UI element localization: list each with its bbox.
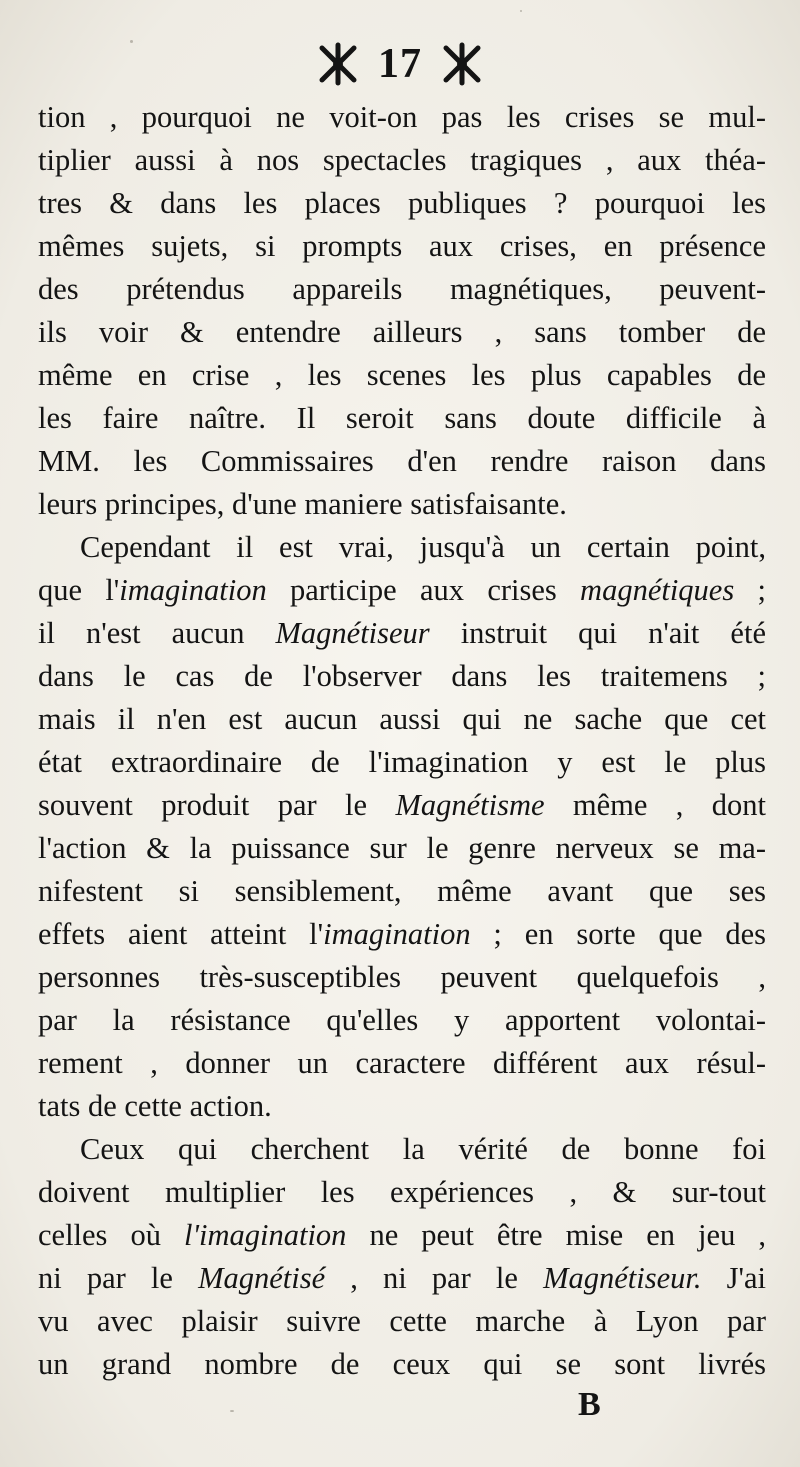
text-run: même , dont <box>544 788 766 822</box>
text-run: tion , pourquoi ne voit-on pas les crises se mul- <box>38 100 766 134</box>
text-run: il n'est aucun <box>38 616 276 650</box>
body-text <box>38 96 766 1386</box>
text-run: ils voir & entendre ailleurs , sans tomber de <box>38 315 766 349</box>
text-line <box>38 182 766 225</box>
text-line <box>38 1128 766 1171</box>
text-run: dans le cas de l'observer dans les traitemens ; <box>38 659 766 693</box>
text-run: celles où <box>38 1218 185 1252</box>
text-run: tats de cette action. <box>38 1089 272 1123</box>
italic-term: Magnétiseur <box>275 616 430 650</box>
text-line <box>38 440 766 483</box>
text-line <box>38 139 766 182</box>
text-line <box>38 1300 766 1343</box>
text-run: ; en sorte que des <box>470 917 766 951</box>
text-line <box>38 999 766 1042</box>
text-line <box>38 354 766 397</box>
text-run: leurs principes, d'une maniere satisfaisante. <box>38 487 567 521</box>
text-run: Cependant il est vrai, jusqu'à un certain point, <box>80 530 766 564</box>
text-line <box>38 1214 766 1257</box>
text-run: mêmes sujets, si prompts aux crises, en présence <box>38 229 766 263</box>
text-line <box>38 526 766 569</box>
text-run: effets aient atteint l' <box>38 917 324 951</box>
text-line <box>38 741 766 784</box>
text-line <box>38 311 766 354</box>
text-run: que l' <box>38 573 120 607</box>
text-run: mais il n'en est aucun aussi qui ne sache que cet <box>38 702 766 736</box>
text-line <box>38 827 766 870</box>
text-run: ne peut être mise en jeu , <box>346 1218 766 1252</box>
text-run: souvent produit par le <box>38 788 396 822</box>
text-run: participe aux crises <box>266 573 581 607</box>
text-line <box>38 483 766 526</box>
italic-term: l'imagination <box>184 1218 347 1252</box>
page-header <box>0 34 800 94</box>
italic-term: Magnétiseur. <box>543 1261 702 1295</box>
text-line <box>38 1171 766 1214</box>
text-run: tiplier aussi à nos spectacles tragiques , aux théa- <box>38 143 766 177</box>
text-line <box>38 913 766 956</box>
text-line <box>38 397 766 440</box>
text-line <box>38 1042 766 1085</box>
text-run: un grand nombre de ceux qui se sont livrés <box>38 1347 766 1381</box>
text-run: des prétendus appareils magnétiques, peuvent- <box>38 272 766 306</box>
paper-speck <box>520 10 522 12</box>
cross-ornament-icon <box>316 42 360 86</box>
text-run: doivent multiplier les expériences , & sur-tout <box>38 1175 766 1209</box>
cross-ornament-icon <box>440 42 484 86</box>
text-run: ; <box>734 573 766 607</box>
italic-term: imagination <box>119 573 267 607</box>
text-run: l'action & la puissance sur le genre nerveux se ma- <box>38 831 766 865</box>
text-line <box>38 96 766 139</box>
text-run: ni par le <box>38 1261 199 1295</box>
text-run: état extraordinaire de l'imagination y est le plus <box>38 745 766 779</box>
text-run: les faire naître. Il seroit sans doute difficile à <box>38 401 766 435</box>
text-line <box>38 612 766 655</box>
text-line <box>38 698 766 741</box>
text-line <box>38 569 766 612</box>
paper-speck <box>230 1410 234 1412</box>
italic-term: imagination <box>323 917 471 951</box>
text-run: tres & dans les places publiques ? pourquoi les <box>38 186 766 220</box>
text-run: Ceux qui cherchent la vérité de bonne foi <box>80 1132 766 1166</box>
text-run: rement , donner un caractere différent aux résul- <box>38 1046 766 1080</box>
text-line <box>38 1257 766 1300</box>
text-line <box>38 784 766 827</box>
text-line <box>38 655 766 698</box>
text-line <box>38 956 766 999</box>
italic-term: Magnétisme <box>395 788 545 822</box>
page-number: 17 <box>378 41 422 87</box>
text-run: vu avec plaisir suivre cette marche à Lyon par <box>38 1304 766 1338</box>
text-line <box>38 870 766 913</box>
text-line <box>38 225 766 268</box>
text-line <box>38 1343 766 1386</box>
text-line <box>38 268 766 311</box>
signature-mark: B <box>578 1386 601 1423</box>
text-run: personnes très-susceptibles peuvent quelquefois , <box>38 960 766 994</box>
text-run: , ni par le <box>325 1261 544 1295</box>
text-line <box>38 1085 766 1128</box>
text-run: J'ai <box>701 1261 766 1295</box>
text-run: même en crise , les scenes les plus capables de <box>38 358 766 392</box>
paper-speck <box>130 40 133 43</box>
text-run: par la résistance qu'elles y apportent volontai- <box>38 1003 766 1037</box>
italic-term: magnétiques <box>580 573 735 607</box>
text-run: nifestent si sensiblement, même avant que ses <box>38 874 766 908</box>
italic-term: Magnétisé <box>198 1261 326 1295</box>
text-run: MM. les Commissaires d'en rendre raison dans <box>38 444 766 478</box>
text-run: instruit qui n'ait été <box>429 616 766 650</box>
